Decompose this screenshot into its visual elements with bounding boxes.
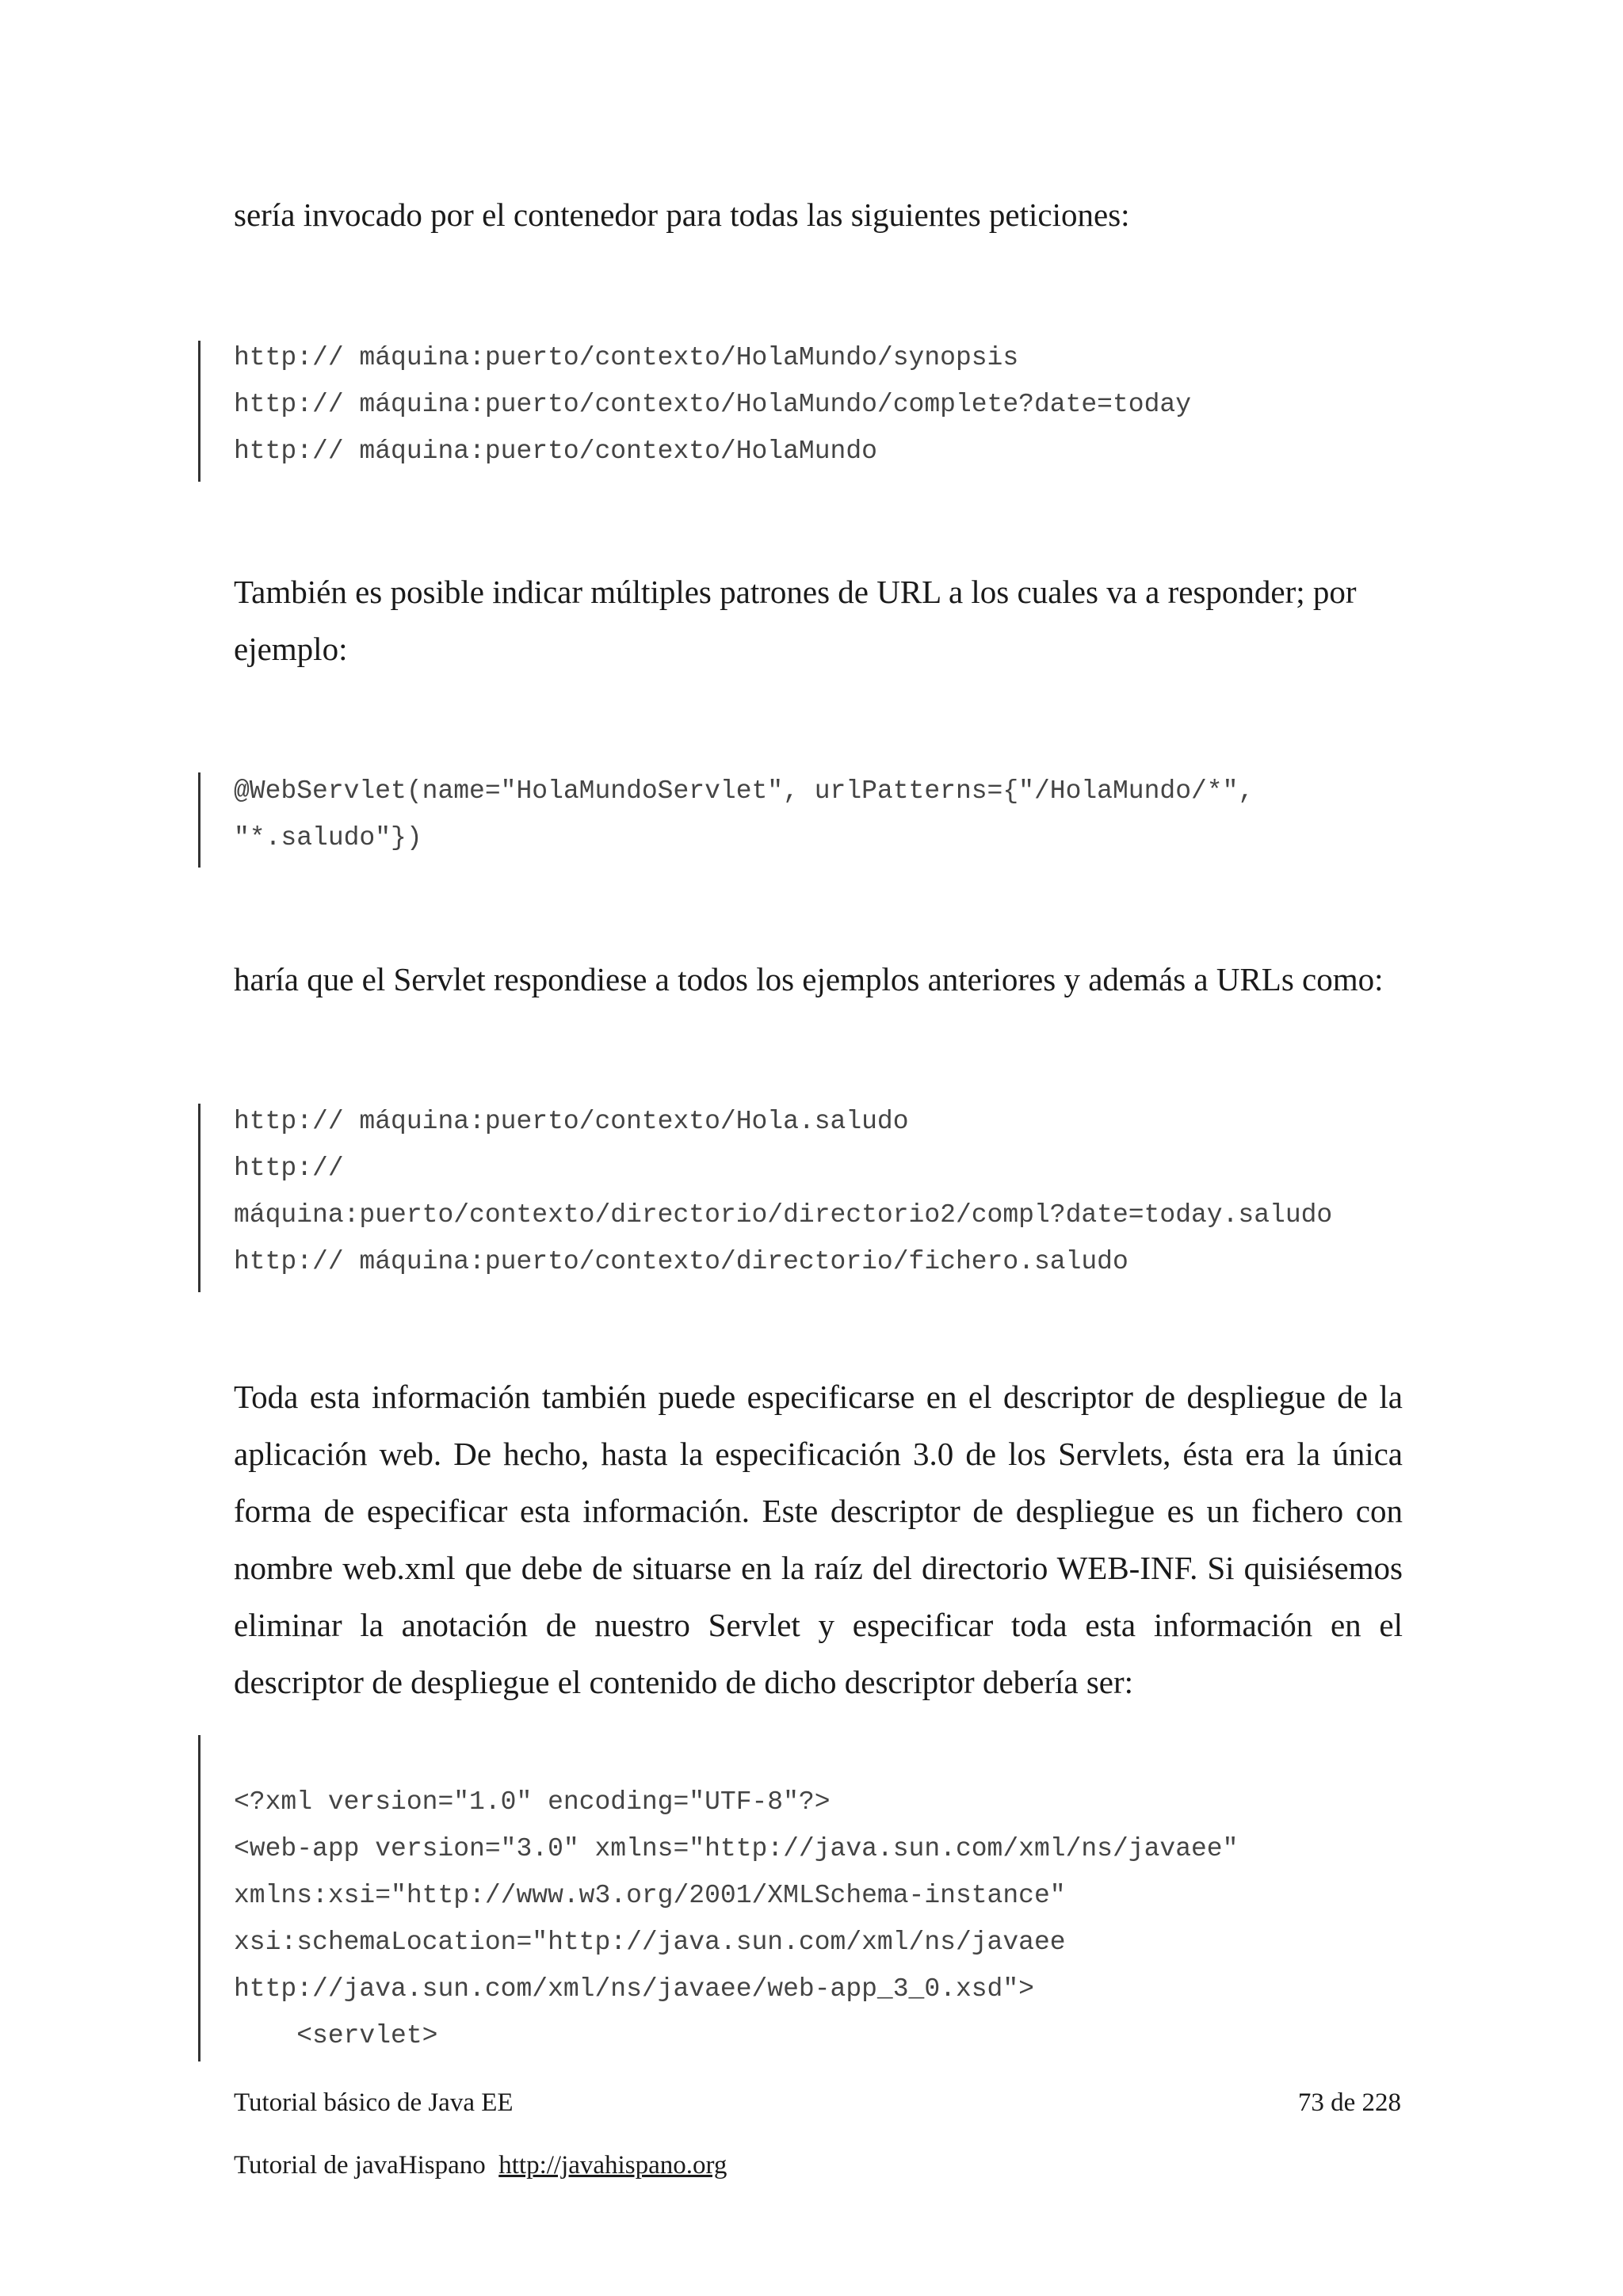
paragraph-servlet-responds: haría que el Servlet respondiese a todos los ejemplos anteriores y además a URLs como: <box>234 961 1384 997</box>
code-block-urls-2 <box>234 1098 1423 1285</box>
code-line: http:// máquina:puerto/contexto/HolaMundo/synopsis <box>234 343 1019 372</box>
code-line: http:// máquina:puerto/contexto/HolaMundo <box>234 437 877 466</box>
code-line: xsi:schemaLocation="http://java.sun.com/xml/ns/javaee <box>234 1928 1066 1957</box>
code-line: <web-app version="3.0" xmlns="http://java.sun.com/xml/ns/javaee" <box>234 1834 1239 1863</box>
paragraph-multiple-patterns: También es posible indicar múltiples patrones de URL a los cuales va a responder; por ejemplo: <box>234 574 1357 667</box>
footer-site-link[interactable]: http://javahispano.org <box>498 2151 727 2180</box>
code-line: "*.saludo"}) <box>234 823 422 852</box>
code-line: @WebServlet(name="HolaMundoServlet", urlPatterns={"/HolaMundo/*", <box>234 776 1254 806</box>
code-block-left-border <box>198 772 200 868</box>
code-block-left-border <box>198 1104 200 1292</box>
footer-page-number: 73 de 228 <box>1297 2088 1401 2117</box>
paragraph-deployment-descriptor: Toda esta información también puede especificarse en el descriptor de despliegue de la aplicación web. De hecho, hasta la especificación 3.0 de los Servlets, ésta era la única forma de especificar esta información. Este descriptor de despliegue es un fichero con nombre web.xml que debe de situarse en la raíz del directorio WEB-INF. Si quisiésemos eliminar la anotación de nuestro Servlet y especificar toda esta información en el descriptor de despliegue el contenido de dicho descriptor debería ser: <box>234 1379 1403 1700</box>
code-line: <servlet> <box>234 2021 438 2050</box>
paragraph-intro: sería invocado por el contenedor para todas las siguientes peticiones: <box>234 196 1130 233</box>
code-line: http:// máquina:puerto/contexto/Hola.saludo <box>234 1107 909 1136</box>
code-line: http://java.sun.com/xml/ns/javaee/web-app_3_0.xsd"> <box>234 1974 1034 2004</box>
code-line: http:// máquina:puerto/contexto/HolaMundo/complete?date=today <box>234 390 1191 419</box>
footer-site <box>234 2149 727 2181</box>
footer-site-label: Tutorial de javaHispano <box>234 2151 486 2180</box>
footer-book-title: Tutorial básico de Java EE <box>234 2088 514 2117</box>
code-block-urls-1 <box>234 334 1423 475</box>
code-line: máquina:puerto/contexto/directorio/directorio2/compl?date=today.saludo <box>234 1200 1333 1230</box>
code-block-annotation <box>234 768 1423 861</box>
code-block-left-border <box>198 341 200 482</box>
code-line: xmlns:xsi="http://www.w3.org/2001/XMLSchema-instance" <box>234 1881 1066 1910</box>
code-block-left-border <box>198 1735 200 2061</box>
code-block-webxml <box>234 1779 1423 2059</box>
code-line: <?xml version="1.0" encoding="UTF-8"?> <box>234 1787 831 1817</box>
code-line: http:// máquina:puerto/contexto/directorio/fichero.saludo <box>234 1247 1128 1276</box>
code-line: http:// <box>234 1154 344 1183</box>
